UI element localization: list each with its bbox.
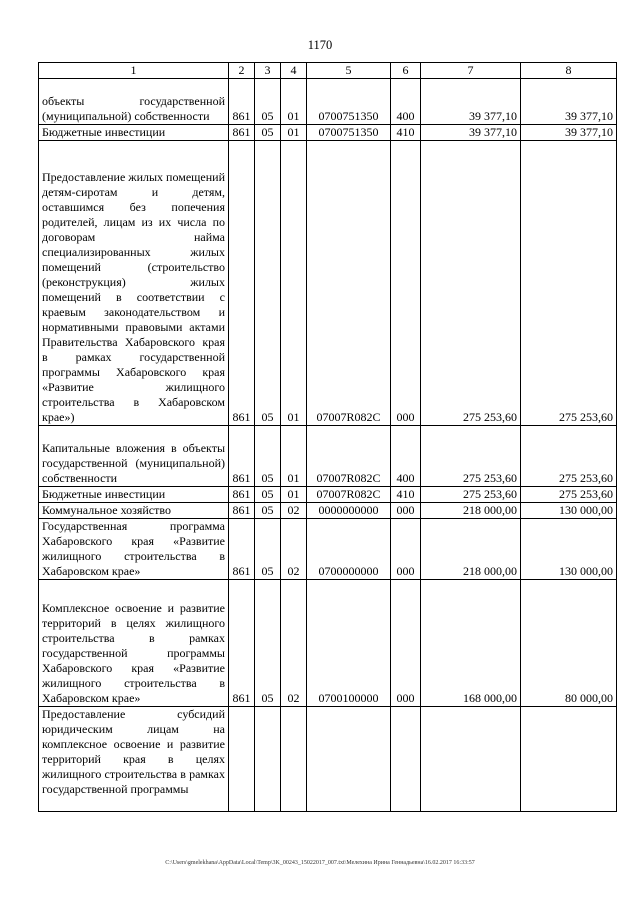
cell-amount-col7: 39 377,10: [421, 125, 521, 141]
row-description: Коммунальное хозяйство: [39, 503, 229, 519]
cell-amount-col7: 39 377,10: [421, 79, 521, 125]
budget-table: [38, 62, 617, 812]
table-row: [39, 125, 617, 141]
cell-amount-col7: [421, 707, 521, 812]
cell-expense-type: 000: [391, 580, 421, 707]
row-description: Государственная программа Хабаровского края «Развитие жилищного строительства в Хабаровском крае»: [39, 519, 229, 580]
cell-subsection: 01: [281, 487, 307, 503]
table-row: [39, 79, 617, 125]
cell-amount-col7: 168 000,00: [421, 580, 521, 707]
cell-ministry: [229, 707, 255, 812]
cell-section: 05: [255, 79, 281, 125]
cell-amount-col7: 275 253,60: [421, 487, 521, 503]
table-row: [39, 487, 617, 503]
table-row: [39, 426, 617, 487]
row-description: Капитальные вложения в объекты государственной (муниципальной) собственности: [39, 426, 229, 487]
column-header: 1: [39, 63, 229, 79]
cell-section: 05: [255, 519, 281, 580]
cell-amount-col7: 275 253,60: [421, 141, 521, 426]
cell-amount-col8: 275 253,60: [521, 141, 617, 426]
cell-ministry: 861: [229, 79, 255, 125]
cell-subsection: 01: [281, 125, 307, 141]
cell-amount-col8: 80 000,00: [521, 580, 617, 707]
cell-expense-type: 410: [391, 125, 421, 141]
cell-expense-type: 400: [391, 79, 421, 125]
cell-subsection: 01: [281, 79, 307, 125]
cell-target-article: 07007R082C: [307, 141, 391, 426]
table-row: [39, 580, 617, 707]
cell-ministry: 861: [229, 503, 255, 519]
cell-subsection: 01: [281, 426, 307, 487]
cell-ministry: 861: [229, 580, 255, 707]
cell-target-article: 0700751350: [307, 125, 391, 141]
cell-ministry: 861: [229, 141, 255, 426]
cell-section: 05: [255, 580, 281, 707]
column-header: 8: [521, 63, 617, 79]
file-path-footer: C:\Users\gmelekhana\AppData\Local\Temp\3K_00243_15022017_007.txt\Мелехина Ирина Геннадьевна\16.02.2017 16:33:57: [165, 860, 475, 866]
cell-ministry: 861: [229, 519, 255, 580]
row-description: объекты государственной (муниципальной) собственности: [39, 79, 229, 125]
cell-subsection: 02: [281, 580, 307, 707]
column-header: 6: [391, 63, 421, 79]
row-description: Бюджетные инвестиции: [39, 125, 229, 141]
cell-expense-type: 410: [391, 487, 421, 503]
cell-target-article: 0700751350: [307, 79, 391, 125]
column-header: 7: [421, 63, 521, 79]
column-header: 5: [307, 63, 391, 79]
cell-expense-type: [391, 707, 421, 812]
cell-section: 05: [255, 503, 281, 519]
cell-subsection: [281, 707, 307, 812]
column-header: 3: [255, 63, 281, 79]
row-description: Бюджетные инвестиции: [39, 487, 229, 503]
cell-amount-col7: 218 000,00: [421, 519, 521, 580]
cell-ministry: 861: [229, 426, 255, 487]
table-header-row: [39, 63, 617, 79]
cell-ministry: 861: [229, 125, 255, 141]
page-number: 1170: [307, 38, 333, 52]
table-row: [39, 707, 617, 812]
cell-amount-col8: 130 000,00: [521, 519, 617, 580]
cell-amount-col7: 218 000,00: [421, 503, 521, 519]
row-description: Предоставление жилых помещений детям-сиротам и детям, оставшимся без попечения родителей, лицам из их числа по договорам найма специализированных жилых помещений (строительство (реконструкция) жилых помещений в соответствии с краевым законодательством и нормативными правовыми актами Правительства Хабаровского края в рамках государственной программы Хабаровского края «Развитие жилищного строительства в Хабаровском крае»): [39, 141, 229, 426]
row-description: Предоставление субсидий юридическим лицам на комплексное освоение и развитие территорий края в целях жилищного строительства в рамках государственной программы: [39, 707, 229, 812]
cell-ministry: 861: [229, 487, 255, 503]
column-header: 4: [281, 63, 307, 79]
cell-amount-col8: 39 377,10: [521, 79, 617, 125]
cell-section: 05: [255, 125, 281, 141]
cell-target-article: 0000000000: [307, 503, 391, 519]
cell-amount-col8: 275 253,60: [521, 487, 617, 503]
cell-expense-type: 400: [391, 426, 421, 487]
cell-section: [255, 707, 281, 812]
cell-target-article: 0700100000: [307, 580, 391, 707]
column-header: 2: [229, 63, 255, 79]
row-description: Комплексное освоение и развитие территорий в целях жилищного строительства в рамках государственной программы Хабаровского края «Развитие жилищного строительства в Хабаровском крае»: [39, 580, 229, 707]
cell-subsection: 02: [281, 503, 307, 519]
cell-amount-col8: 275 253,60: [521, 426, 617, 487]
cell-section: 05: [255, 141, 281, 426]
cell-section: 05: [255, 426, 281, 487]
cell-target-article: 0700000000: [307, 519, 391, 580]
cell-subsection: 01: [281, 141, 307, 426]
cell-section: 05: [255, 487, 281, 503]
cell-target-article: [307, 707, 391, 812]
cell-expense-type: 000: [391, 503, 421, 519]
cell-subsection: 02: [281, 519, 307, 580]
cell-amount-col8: [521, 707, 617, 812]
cell-amount-col8: 39 377,10: [521, 125, 617, 141]
table-row: [39, 503, 617, 519]
table-row: [39, 141, 617, 426]
table-row: [39, 519, 617, 580]
cell-target-article: 07007R082C: [307, 487, 391, 503]
cell-expense-type: 000: [391, 141, 421, 426]
cell-target-article: 07007R082C: [307, 426, 391, 487]
cell-amount-col8: 130 000,00: [521, 503, 617, 519]
cell-expense-type: 000: [391, 519, 421, 580]
cell-amount-col7: 275 253,60: [421, 426, 521, 487]
